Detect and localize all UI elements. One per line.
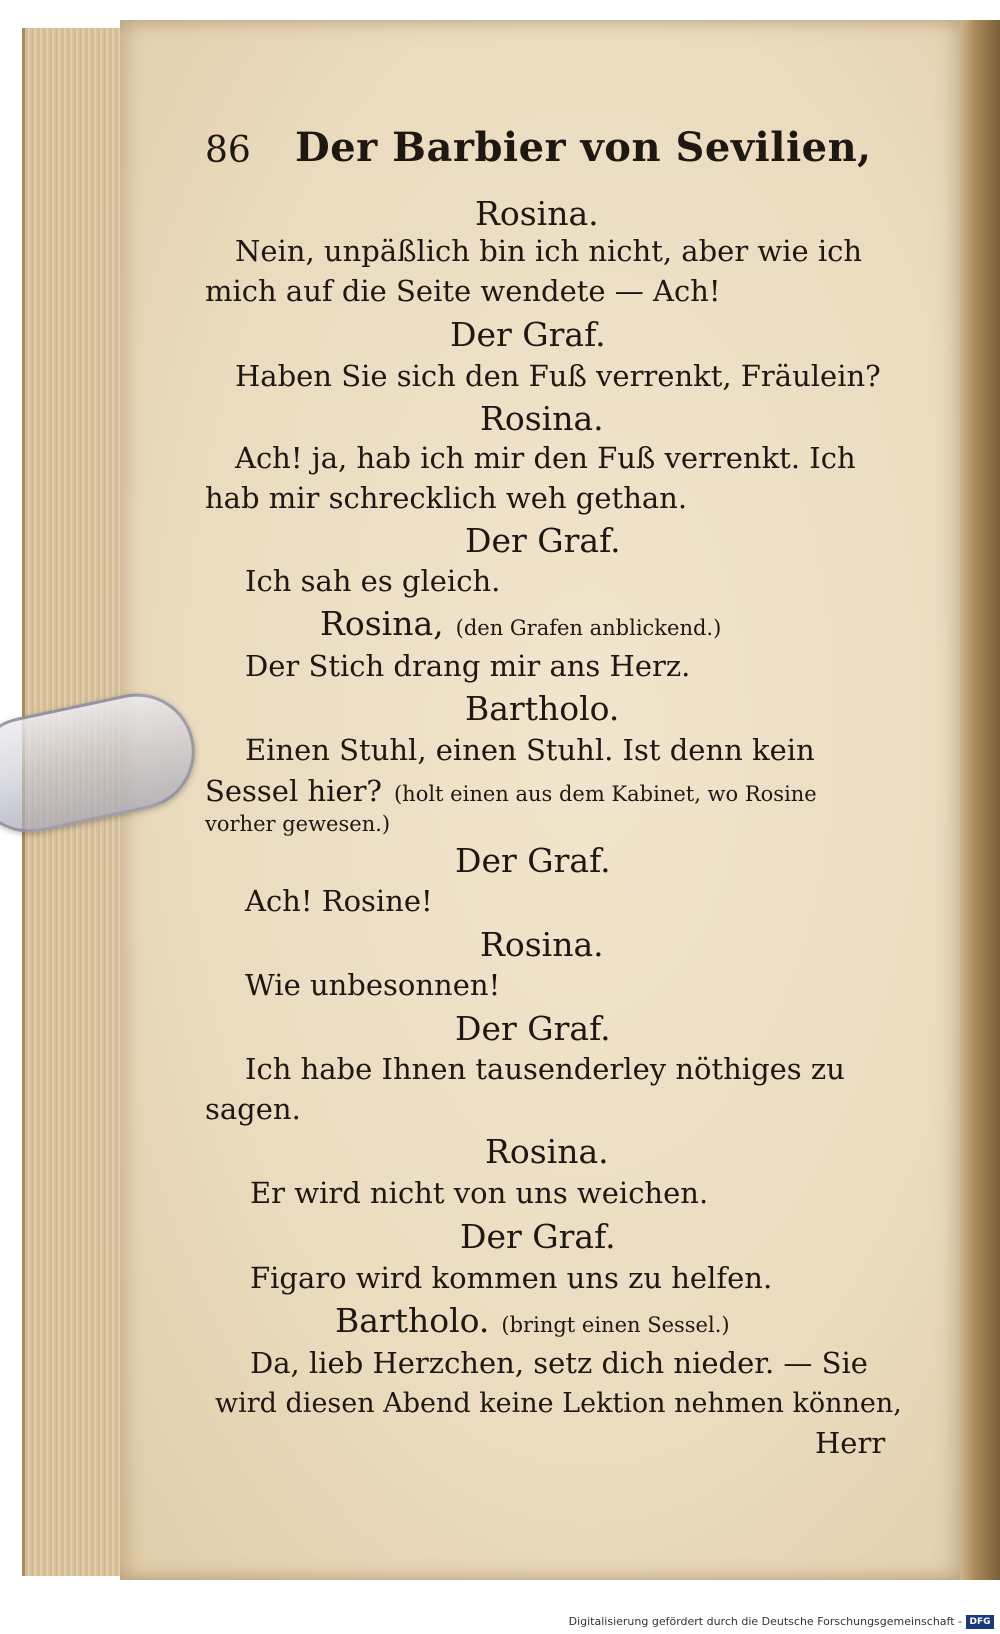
speaker-name: Rosina, bbox=[320, 604, 444, 643]
speaker-with-direction bbox=[335, 1302, 730, 1344]
speaker-name: Rosina. bbox=[480, 399, 604, 438]
dialogue-line: sagen. bbox=[205, 1092, 301, 1126]
speaker-name: Der Graf. bbox=[450, 315, 606, 354]
speaker-name: Der Graf. bbox=[465, 521, 621, 560]
dialogue-line: hab mir schrecklich weh gethan. bbox=[205, 481, 688, 515]
stage-direction: (bringt einen Sessel.) bbox=[501, 1313, 730, 1337]
book-spine bbox=[960, 20, 1000, 1580]
dialogue-line: wird diesen Abend keine Lektion nehmen können, bbox=[215, 1388, 902, 1419]
dfg-logo-icon: DFG bbox=[966, 1615, 994, 1629]
speaker-name: Bartholo. bbox=[335, 1301, 490, 1340]
speaker-name: Der Graf. bbox=[455, 1009, 611, 1048]
dialogue-line: Er wird nicht von uns weichen. bbox=[250, 1176, 709, 1210]
running-head: Der Barbier von Sevilien, bbox=[295, 124, 872, 171]
dialogue-line: Ich sah es gleich. bbox=[245, 564, 501, 598]
dialogue-line: Da, lieb Herzchen, setz dich nieder. — Sie bbox=[250, 1346, 868, 1380]
stage-direction: (holt einen aus dem Kabinet, wo Rosine bbox=[393, 782, 817, 806]
stage-direction-continued: vorher gewesen.) bbox=[205, 812, 391, 836]
page-number: 86 bbox=[205, 130, 251, 171]
dialogue-line: Figaro wird kommen uns zu helfen. bbox=[250, 1261, 773, 1295]
stage-direction: (den Grafen anblickend.) bbox=[455, 616, 722, 640]
dialogue-line: Ach! ja, hab ich mir den Fuß verrenkt. Ich bbox=[235, 441, 856, 475]
dialogue-text: Sessel hier? bbox=[205, 774, 382, 808]
dialogue-line: Ich habe Ihnen tausenderley nöthiges zu bbox=[245, 1052, 845, 1086]
dialogue-line: Nein, unpäßlich bin ich nicht, aber wie ich bbox=[235, 234, 863, 268]
speaker-with-direction bbox=[320, 605, 721, 647]
funding-credit: Digitalisierung gefördert durch die Deutsche Forschungsgemeinschaft - bbox=[568, 1615, 962, 1628]
footer-bar bbox=[0, 1612, 1000, 1634]
speaker-name: Der Graf. bbox=[455, 841, 611, 880]
dialogue-line: mich auf die Seite wendete — Ach! bbox=[205, 274, 721, 308]
speaker-name: Bartholo. bbox=[465, 689, 620, 728]
dialogue-line: Haben Sie sich den Fuß verrenkt, Fräulein? bbox=[235, 359, 881, 393]
catchword: Herr bbox=[815, 1426, 886, 1460]
speaker-name: Der Graf. bbox=[460, 1217, 616, 1256]
dialogue-line: Wie unbesonnen! bbox=[245, 968, 501, 1002]
speaker-name: Rosina. bbox=[480, 925, 604, 964]
dialogue-line: Ach! Rosine! bbox=[245, 884, 433, 918]
dialogue-line: Einen Stuhl, einen Stuhl. Ist denn kein bbox=[245, 733, 815, 767]
speaker-name: Rosina. bbox=[475, 194, 599, 233]
page-header bbox=[205, 120, 920, 180]
dialogue-line: Der Stich drang mir ans Herz. bbox=[245, 649, 691, 683]
speaker-name: Rosina. bbox=[485, 1132, 609, 1171]
